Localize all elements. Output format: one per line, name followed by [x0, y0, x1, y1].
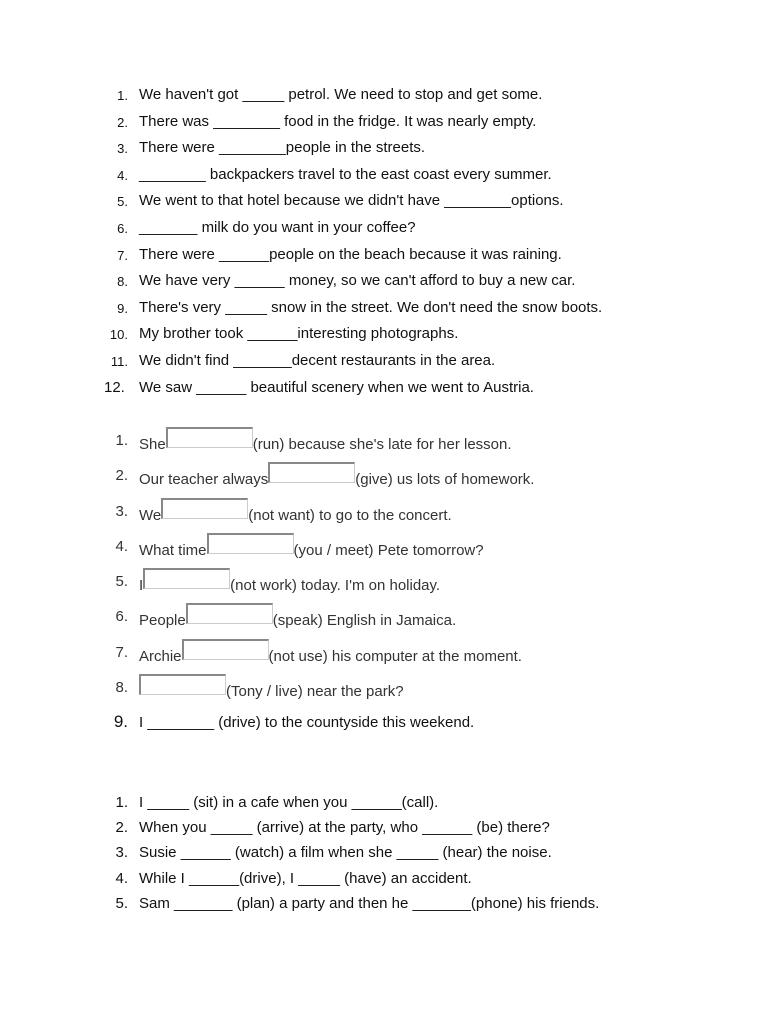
item-text-after: (give) us lots of homework. [355, 471, 535, 489]
item-number: 9. [113, 712, 128, 732]
item-number: 2. [117, 114, 128, 130]
item-text-before: We [139, 506, 162, 524]
item-text: _______ milk do you want in your coffee? [139, 218, 416, 236]
item-number: 5. [115, 573, 128, 591]
item-text: Susie ______ (watch) a film when she _____ (hear) the noise. [139, 844, 552, 862]
item-text-before: She [139, 436, 166, 453]
item-text-after: (you / meet) Pete tomorrow? [293, 541, 484, 559]
answer-input[interactable] [186, 603, 273, 624]
item-number: 8. [115, 679, 128, 697]
item-text-after: (not use) his computer at the moment. [268, 647, 522, 665]
item-text: ________ backpackers travel to the east coast every summer. [139, 165, 552, 183]
item-text: There were ______people on the beach because it was raining. [139, 245, 562, 263]
item-number: 7. [117, 247, 128, 263]
item-number: 12. [104, 378, 125, 396]
item-number: 2. [115, 819, 128, 837]
item-number: 4. [115, 869, 128, 887]
item-text: There were ________people in the streets. [139, 139, 426, 157]
item-text-after: (speak) English in Jamaica. [272, 612, 457, 630]
item-number: 4. [117, 167, 128, 183]
item-text: There was ________ food in the fridge. It was nearly empty. [139, 112, 537, 130]
item-text: We have very ______ money, so we can't afford to buy a new car. [139, 272, 576, 290]
item-number: 1. [115, 794, 128, 811]
item-number: 8. [117, 274, 128, 290]
item-number: 11. [110, 353, 128, 369]
item-text-before: What time [139, 541, 207, 559]
item-text: I _____ (sit) in a cafe when you ______(call). [139, 794, 439, 811]
item-number: 4. [115, 537, 128, 555]
item-text: Sam _______ (plan) a party and then he _______(phone) his friends. [139, 894, 600, 912]
item-text-after: (Tony / live) near the park? [226, 683, 404, 701]
item-number: 1. [115, 432, 128, 449]
item-text: My brother took ______interesting photographs. [139, 325, 459, 343]
item-number: 6. [117, 220, 128, 236]
item-text: While I ______(drive), I _____ (have) an accident. [139, 869, 472, 887]
item-text-after: (not work) today. I'm on holiday. [230, 577, 441, 595]
answer-input[interactable] [166, 427, 253, 448]
answer-input[interactable] [161, 498, 248, 519]
item-text-before: Our teacher always [139, 471, 269, 489]
item-number: 3. [117, 141, 128, 157]
item-number: 3. [115, 502, 128, 520]
item-number: 5. [115, 894, 128, 912]
item-text-before: People [139, 612, 186, 630]
item-text: When you _____ (arrive) at the party, who ______ (be) there? [139, 819, 550, 837]
answer-input[interactable] [268, 462, 355, 483]
answer-input[interactable] [143, 568, 230, 589]
item-text: We didn't find _______decent restaurants in the area. [139, 351, 496, 369]
item-number: 7. [115, 643, 128, 661]
item-number: 5. [117, 194, 128, 210]
answer-input[interactable] [139, 674, 226, 695]
item-text: We saw ______ beautiful scenery when we went to Austria. [139, 378, 534, 396]
item-text-after: (run) because she's late for her lesson. [252, 436, 512, 453]
item-number: 9. [117, 300, 128, 316]
answer-input[interactable] [182, 639, 269, 660]
item-text-before: I [139, 577, 144, 595]
item-text-after: (not want) to go to the concert. [248, 506, 452, 524]
item-number: 6. [115, 608, 128, 626]
item-text: I ________ (drive) to the countyside this weekend. [139, 714, 475, 732]
item-text: There's very _____ snow in the street. We don't need the snow boots. [139, 298, 603, 316]
item-text-before: Archie [139, 647, 182, 665]
item-text: We went to that hotel because we didn't have ________options. [139, 192, 564, 210]
item-number: 3. [115, 844, 128, 862]
item-number: 10. [109, 327, 128, 343]
answer-input[interactable] [207, 533, 294, 554]
item-number: 1. [117, 88, 128, 103]
item-text: We haven't got _____ petrol. We need to stop and get some. [139, 86, 543, 103]
item-number: 2. [115, 467, 128, 485]
